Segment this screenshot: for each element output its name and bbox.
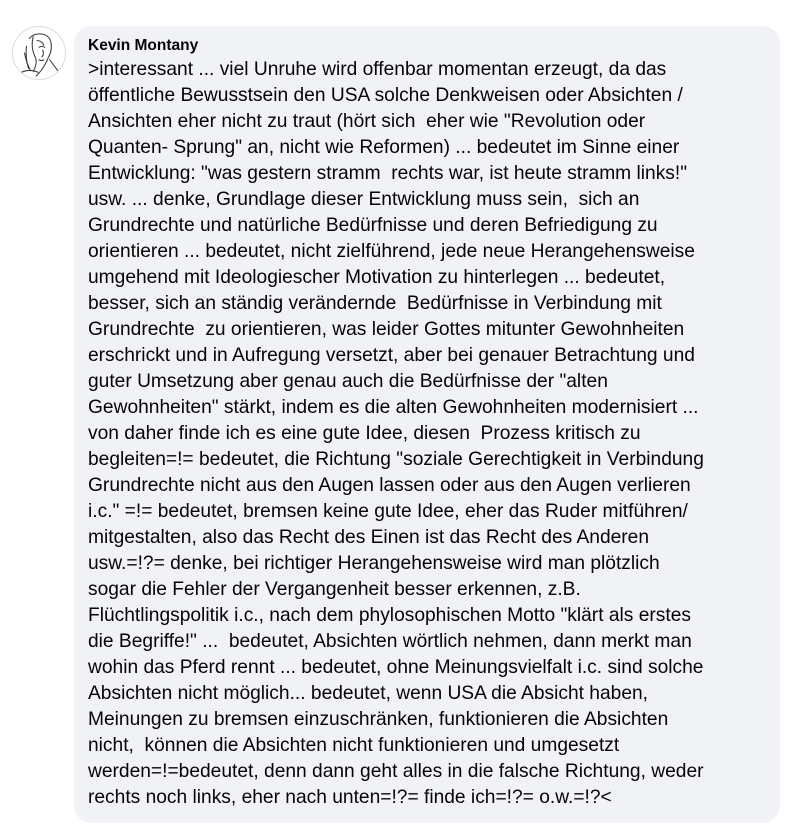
comment-author-name[interactable]: Kevin Montany [88, 37, 199, 54]
avatar[interactable] [12, 26, 66, 80]
sketch-portrait-icon [13, 27, 65, 79]
comment-text: >interessant ... viel Unruhe wird offenbar momentan erzeugt, da das öffentliche Bewusstsein den USA solche Denkweisen oder Absichten / Ansichten eher nicht zu traut (hört sich eher wie "Revolution oder Quanten- Sprung" an, nicht wie Reformen) ... bedeutet im Sinne einer Entwicklung: "was gestern stramm rechts war, ist heute stramm links!" usw. ... denke, Grundlage dieser Entwicklung muss sein, sich an Grundrechte und natürliche Bedürfnisse und deren Befriedigung zu orientieren ... bedeutet, nicht zielführend, jede neue Herangehensweise umgehend mit Ideologiescher Motivation zu hinterlegen ... bedeutet, besser, sich an ständig verändernde Bedürfnisse in Verbindung mit Grundrechte zu orientieren, was leider Gottes mitunter Gewohnheiten erschrickt und in Aufregung versetzt, aber bei genauer Betrachtung und guter Umsetzung aber genau auch die Bedürfnisse der "alten Gewohnheiten" stärkt, indem es die alten Gewohnheiten modernisiert ... von daher finde ich es eine gute Idee, diesen Prozess kritisch zu begleiten=!= bedeutet, die Richtung "soziale Gerechtigkeit in Verbindung Grundrechte nicht aus den Augen lassen oder aus den Augen verlieren i.c." =!= bedeutet, bremsen keine gute Idee, eher das Ruder mitführen/ mitgestalten, also das Recht des Einen ist das Recht des Anderen usw.=!?= denke, bei richtiger Herangehensweise wird man plötzlich sogar die Fehler der Vergangenheit besser erkennen, z.B. Flüchtlingspolitik i.c., nach dem phylosophischen Motto "klärt als erstes die Begriffe!" ... bedeutet, Absichten wörtlich nehmen, dann merkt man wohin das Pferd rennt ... bedeutet, ohne Meinungsvielfalt i.c. sind solche Absichten nicht möglich... bedeutet, wenn USA die Absicht haben, Meinungen zu bremsen einzuschränken, funktionieren die Absichten nicht, können die Absichten nicht funktionieren und umgesetzt werden=!=bedeutet, denn dann geht alles in die falsche Richtung, weder rechts noch links, eher nach unten=!?= finde ich=!?= o.w.=!?< [88, 59, 704, 808]
comment-bubble [74, 26, 780, 823]
